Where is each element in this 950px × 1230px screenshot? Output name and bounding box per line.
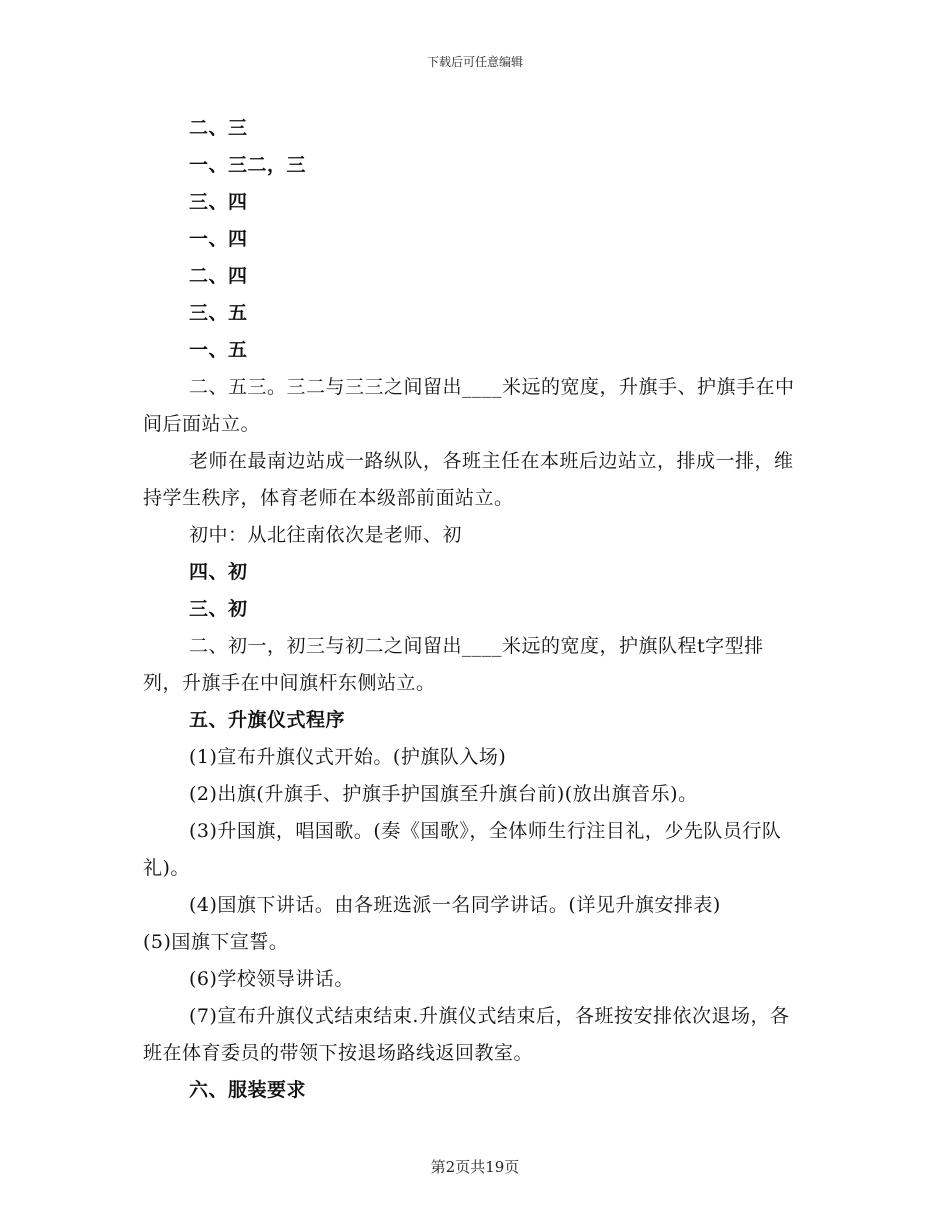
procedure-step: (4)国旗下讲话。由各班选派一名同学讲话。(详见升旗安排表): [189, 894, 721, 916]
page-footer: 第2页共19页: [430, 1158, 520, 1176]
procedure-step: (7)宣布升旗仪式结束结束.升旗仪式结束后，各班按安排依次退场，各班在体育委员的带领下按退场路线返回教室。: [143, 1005, 790, 1064]
outline-line: 三、四: [189, 191, 248, 213]
paragraph: 二、五三。三二与三三之间留出____米远的宽度，升旗手、护旗手在中间后面站立。: [143, 376, 795, 435]
procedure-step: (5)国旗下宣誓。: [143, 931, 289, 953]
procedure-step: (3)升国旗，唱国歌。(奏《国歌》，全体师生行注目礼，少先队员行队礼)。: [143, 820, 782, 879]
section-heading: 六、服装要求: [189, 1079, 307, 1101]
section-heading: 五、升旗仪式程序: [189, 709, 346, 731]
outline-line: 一、三二，三: [189, 154, 307, 176]
outline-line: 四、初: [189, 561, 248, 583]
paragraph: 初中：从北往南依次是老师、初: [189, 524, 463, 546]
page-header: 下载后可任意编辑: [426, 55, 523, 69]
outline-line: 一、五: [189, 339, 248, 361]
outline-line: 三、五: [189, 302, 248, 324]
procedure-step: (6)学校领导讲话。: [189, 968, 354, 990]
outline-line: 二、四: [189, 265, 248, 287]
outline-line: 三、初: [189, 598, 248, 620]
outline-line: 一、四: [189, 228, 248, 250]
paragraph: 老师在最南边站成一路纵队，各班主任在本班后边站立，排成一排，维持学生秩序，体育老师在本级部前面站立。: [143, 450, 794, 509]
outline-line: 二、三: [189, 117, 248, 139]
procedure-step: (1)宣布升旗仪式开始。(护旗队入场): [189, 746, 507, 768]
paragraph: 二、初一，初三与初二之间留出____米远的宽度，护旗队程t字型排列，升旗手在中间旗杆东侧站立。: [143, 635, 764, 694]
document-body: [143, 110, 795, 1109]
procedure-step: (2)出旗(升旗手、护旗手护国旗至升旗台前)(放出旗音乐)。: [189, 783, 698, 805]
